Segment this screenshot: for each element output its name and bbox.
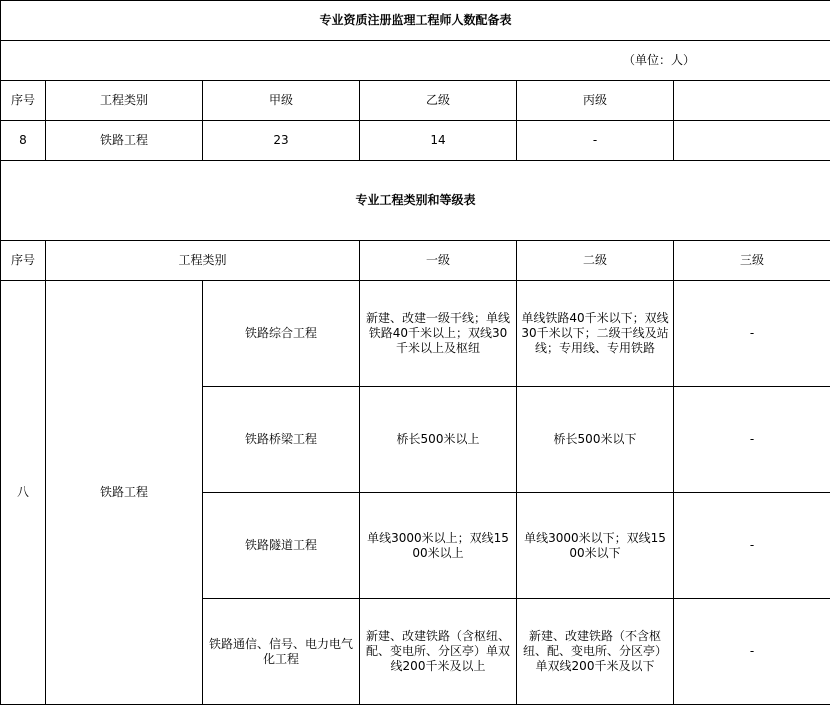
table2-row1-level3: - (674, 281, 830, 387)
table1-title: 专业资质注册监理工程师人数配备表 (1, 1, 830, 41)
table2-row1-subcategory: 铁路综合工程 (203, 281, 360, 387)
table1-header-grade-a: 甲级 (203, 81, 360, 121)
table2-header-level3: 三级 (674, 241, 830, 281)
table2-row1-level1: 新建、改建一级干线；单线铁路40千米以上；双线30千米以上及枢纽 (360, 281, 517, 387)
table2-row3-level2: 单线3000米以下；双线1500米以下 (517, 493, 674, 599)
table1-header-index: 序号 (1, 81, 46, 121)
table2-row4-level1: 新建、改建铁路（含枢纽、配、变电所、分区亭）单双线200千米及以上 (360, 599, 517, 705)
table1-row-grade-a: 23 (203, 121, 360, 161)
table1-header-row (1, 81, 830, 121)
table1-row-grade-c: - (517, 121, 674, 161)
table1-unit: （单位：人） (1, 41, 830, 81)
table1-row-grade-b: 14 (360, 121, 517, 161)
table1-data-row (1, 121, 830, 161)
table2-header-level1: 一级 (360, 241, 517, 281)
table1-header-extra (674, 81, 830, 121)
table2-row4-subcategory: 铁路通信、信号、电力电气化工程 (203, 599, 360, 705)
table2-row2-level2: 桥长500米以下 (517, 387, 674, 493)
table2-header-category: 工程类别 (46, 241, 360, 281)
table2-row1-level2: 单线铁路40千米以下；双线30千米以下；二级干线及站线；专用线、专用铁路 (517, 281, 674, 387)
table1-header-category: 工程类别 (46, 81, 203, 121)
table2-row3-subcategory: 铁路隧道工程 (203, 493, 360, 599)
table1-header-grade-b: 乙级 (360, 81, 517, 121)
table2-row3-level3: - (674, 493, 830, 599)
table1-header-grade-c: 丙级 (517, 81, 674, 121)
table2-group-category: 铁路工程 (46, 281, 203, 705)
table1-row-index: 8 (1, 121, 46, 161)
table1-row-extra (674, 121, 830, 161)
table2-row (1, 281, 830, 387)
table2-title: 专业工程类别和等级表 (1, 161, 830, 241)
table2-header-level2: 二级 (517, 241, 674, 281)
table2-row4-level3: - (674, 599, 830, 705)
table2-row2-level1: 桥长500米以上 (360, 387, 517, 493)
table2-row4-level2: 新建、改建铁路（不含枢纽、配、变电所、分区亭）单双线200千米及以下 (517, 599, 674, 705)
table2-header-row (1, 241, 830, 281)
table2-row2-subcategory: 铁路桥梁工程 (203, 387, 360, 493)
table2-group-index: 八 (1, 281, 46, 705)
table2-row2-level3: - (674, 387, 830, 493)
table1-row-category: 铁路工程 (46, 121, 203, 161)
table2-row3-level1: 单线3000米以上；双线1500米以上 (360, 493, 517, 599)
table2-header-index: 序号 (1, 241, 46, 281)
